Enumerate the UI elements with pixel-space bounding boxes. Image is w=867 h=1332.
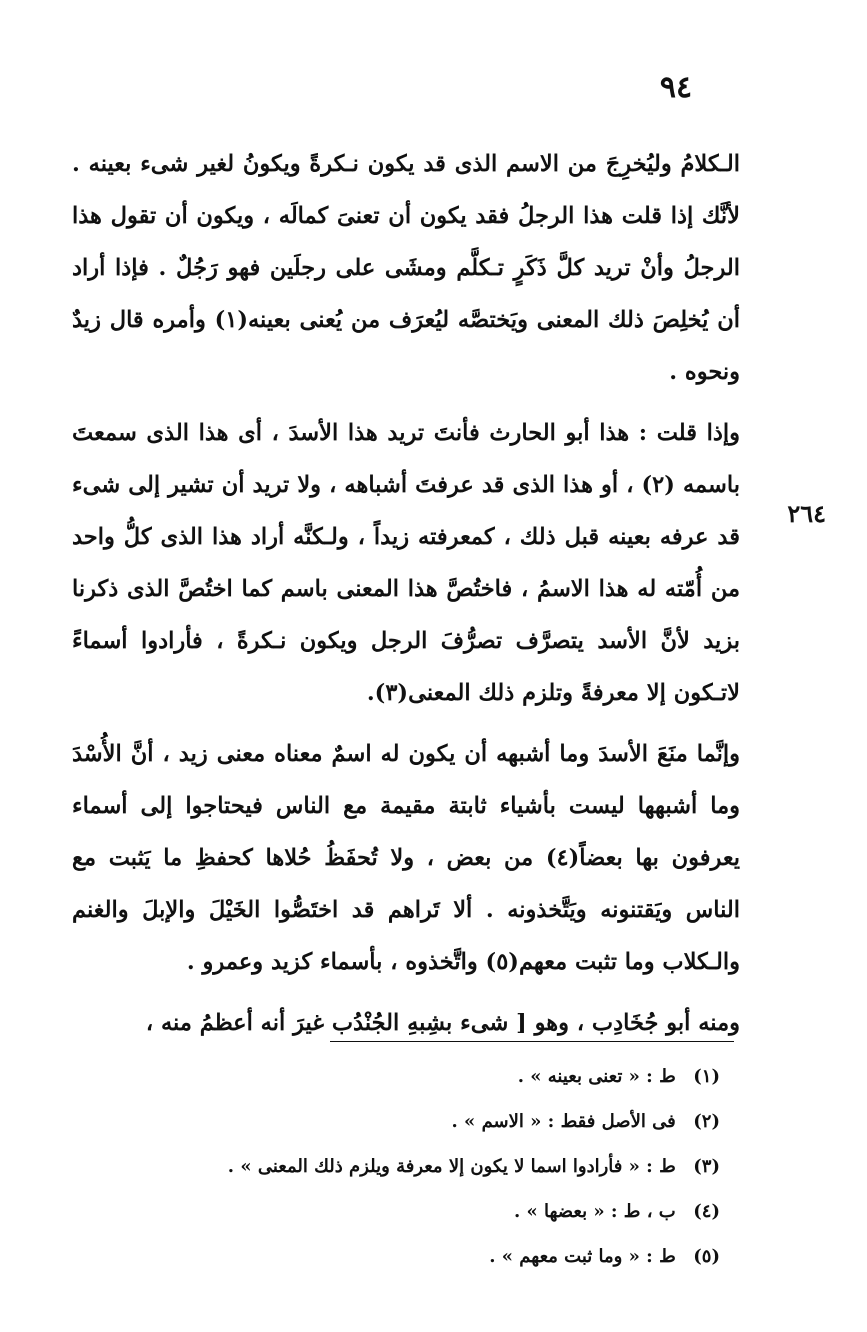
footnote-text: ط : « فأرادوا اسما لا يكون إلا معرفة ويلزم ذلك المعنى » .	[227, 1156, 676, 1177]
footnote-number: (٣)	[693, 1156, 720, 1177]
footnote-text: ط : « وما ثبت معهم » .	[489, 1246, 676, 1267]
footnote-divider	[330, 1041, 734, 1042]
footnotes	[72, 1054, 720, 1279]
footnote-text: ط : « تعنى بعينه » .	[517, 1066, 676, 1087]
main-text	[72, 138, 740, 1058]
margin-reference-number: ٢٦٤	[787, 499, 826, 528]
paragraph-1: الـكلامُ وليُخرِجَ من الاسم الذى قد يكون نـكرةً ويكونُ لغير شىء بعينه . لأنَّك إذا قلت هذا الرجلُ فقد يكون أن تعنىَ كمالَه ، ويكون أن تقول هذا الرجلُ وأنْ تريد كلَّ ذَكَرٍ تـكلَّم ومشَى على رجلَين فهو رَجُلٌ . فإذا أراد أن يُخلِصَ ذلك المعنى ويَختصَّه ليُعرَف من يُعنى بعينه(١) وأمره قال زيدٌ ونحوه .	[72, 151, 740, 385]
footnote-number: (١)	[693, 1066, 720, 1087]
footnote-text: ب ، ط : « بعضها » .	[513, 1201, 676, 1222]
footnote-4	[72, 1189, 720, 1234]
footnote-number: (٤)	[693, 1201, 720, 1222]
footnote-1	[72, 1054, 720, 1099]
page-number: ٩٤	[659, 70, 693, 105]
footnote-5	[72, 1234, 720, 1279]
footnote-number: (٥)	[693, 1246, 720, 1267]
footnote-text: فى الأصل فقط : « الاسم » .	[451, 1111, 676, 1132]
footnote-2	[72, 1099, 720, 1144]
paragraph-2: وإذا قلت : هذا أبو الحارث فأنتَ تريد هذا الأسدَ ، أى هذا الذى سمعتَ باسمه (٢) ، أو هذا الذى قد عرفتَ أشباهه ، ولا تريد أن تشير إلى شىء قد عرفه بعينه قبل ذلك ، كمعرفته زيداً ، ولـكنَّه أراد هذا الذى كلُّ واحد من أُمّته له هذا الاسمُ ، فاختُصَّ هذا المعنى باسم كما اختُصَّ الذى ذكرنا بزيد لأنَّ الأسد يتصرَّف تصرُّفَ الرجل ويكون نـكرةً ، فأرادوا أسماءً لاتـكون إلا معرفةً وتلزم ذلك المعنى(٣).	[72, 420, 740, 706]
paragraph-4: ومنه أبو جُخَادِب ، وهو [ شىء بشِبهِ الجُنْدُب غيرَ أنه أعظمُ منه ،	[145, 1010, 740, 1036]
footnote-number: (٢)	[693, 1111, 720, 1132]
footnote-3	[72, 1144, 720, 1189]
paragraph-3: وإنَّما منَعَ الأسدَ وما أشبهه أن يكون له اسمٌ معناه معنى زيد ، أنَّ الأُسْدَ وما أشبهها ليست بأشياء ثابتة مقيمة مع الناس فيحتاجوا إلى أسماء يعرفون بها بعضاً(٤) من بعض ، ولا تُحفَظُ حُلاها كحفظِ ما يَثبت مع الناس ويَقتنونه ويَتَّخذونه . ألا تَراهم قد اختَصُّوا الخَيْلَ والإبلَ والغنم والـكلاب وما تثبت معهم(٥) واتَّخذوه ، بأسماء كزيد وعمرو .	[72, 741, 741, 975]
